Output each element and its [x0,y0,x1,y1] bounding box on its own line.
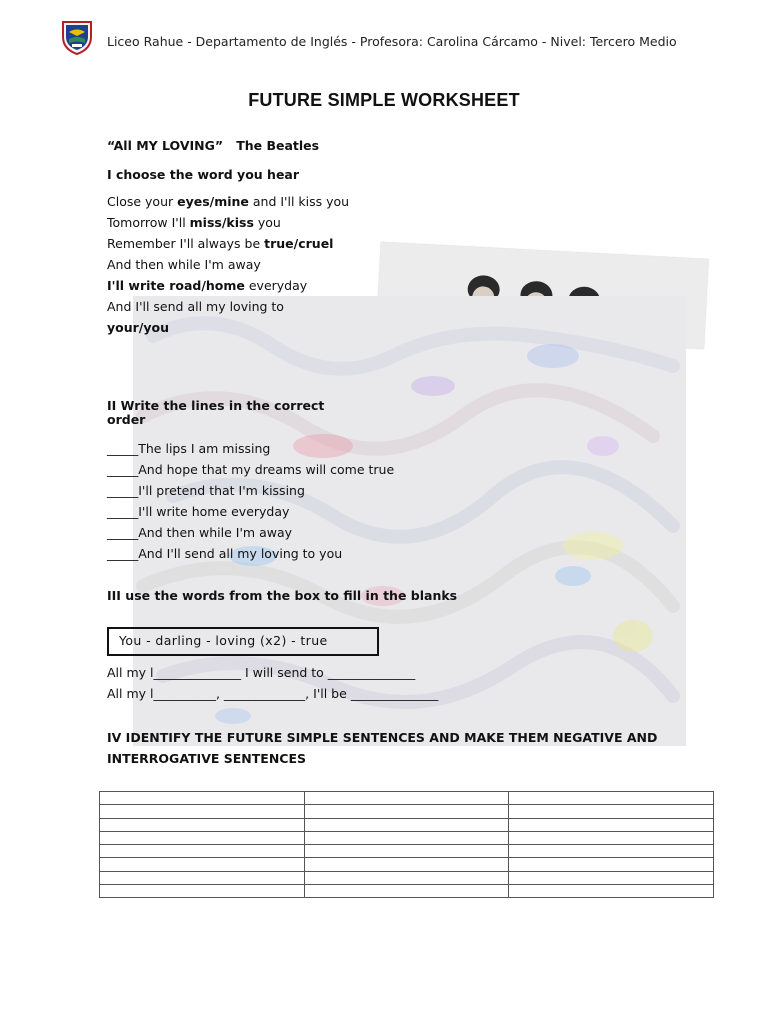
table-cell[interactable] [509,818,714,831]
song-title: “All MY LOVING” [107,138,224,153]
school-crest-icon [60,19,94,55]
table-cell[interactable] [509,885,714,898]
answer-table [99,791,714,898]
table-cell[interactable] [304,858,509,871]
table-cell[interactable] [509,792,714,805]
table-cell[interactable] [509,805,714,818]
table-row [100,792,714,805]
section-2-lines [107,441,394,567]
section-3-lines [107,665,438,707]
order-line: _____And hope that my dreams will come true [107,462,395,477]
table-cell[interactable] [509,831,714,844]
order-line: _____And then while I'm away [107,525,293,540]
table-row [100,805,714,818]
table-row [100,871,714,884]
lyric-line: Remember I'll always be true/cruel [107,236,334,251]
page-header: Liceo Rahue - Departamento de Inglés - Profesora: Carolina Cárcamo - Nivel: Tercero Medio [107,34,677,49]
table-cell[interactable] [304,818,509,831]
page-title: FUTURE SIMPLE WORKSHEET [248,90,520,110]
section-1-heading: I choose the word you hear [107,167,300,182]
table-cell[interactable] [304,805,509,818]
table-row [100,885,714,898]
table-cell[interactable] [100,818,305,831]
section-2-heading: II Write the lines in the correct order [107,398,325,427]
table-row [100,858,714,871]
lyric-line: And I'll send all my loving to [107,299,284,314]
lyric-line: your/you [107,320,169,335]
order-line: _____And I'll send all my loving to you [107,546,343,561]
fill-line: All my l______________ I will send to ______________ [107,665,416,680]
table-row [100,845,714,858]
table-cell[interactable] [509,845,714,858]
table-cell[interactable] [509,858,714,871]
lyric-line: And then while I'm away [107,257,261,272]
table-cell[interactable] [304,885,509,898]
section-4-heading: IV IDENTIFY THE FUTURE SIMPLE SENTENCES AND MAKE THEM NEGATIVE AND INTERROGATIVE SENTENCES [107,730,658,766]
table-cell[interactable] [100,805,305,818]
section-1-lines [107,194,349,341]
word-box [107,627,379,656]
order-line: _____I'll write home everyday [107,504,290,519]
table-row [100,818,714,831]
table-cell[interactable] [304,831,509,844]
lyric-line: Close your eyes/mine and I'll kiss you [107,194,350,209]
section-3-heading: III use the words from the box to fill in the blanks [107,588,458,603]
table-cell[interactable] [509,871,714,884]
fill-line: All my l__________, _____________, I'll be ______________ [107,686,439,701]
word-box-text: You - darling - loving (x2) - true [119,633,328,648]
lyric-line: Tomorrow I'll miss/kiss you [107,215,281,230]
table-cell[interactable] [100,885,305,898]
table-row [100,831,714,844]
table-cell[interactable] [100,831,305,844]
song-heading [107,138,319,154]
table-cell[interactable] [304,845,509,858]
table-cell[interactable] [100,845,305,858]
table-cell[interactable] [100,858,305,871]
table-cell[interactable] [304,792,509,805]
order-line: _____I'll pretend that I'm kissing [107,483,305,498]
order-line: _____The lips I am missing [107,441,271,456]
table-cell[interactable] [100,871,305,884]
lyric-line: I'll write road/home everyday [107,278,308,293]
song-artist: The Beatles [236,138,320,153]
table-cell[interactable] [304,871,509,884]
table-cell[interactable] [100,792,305,805]
